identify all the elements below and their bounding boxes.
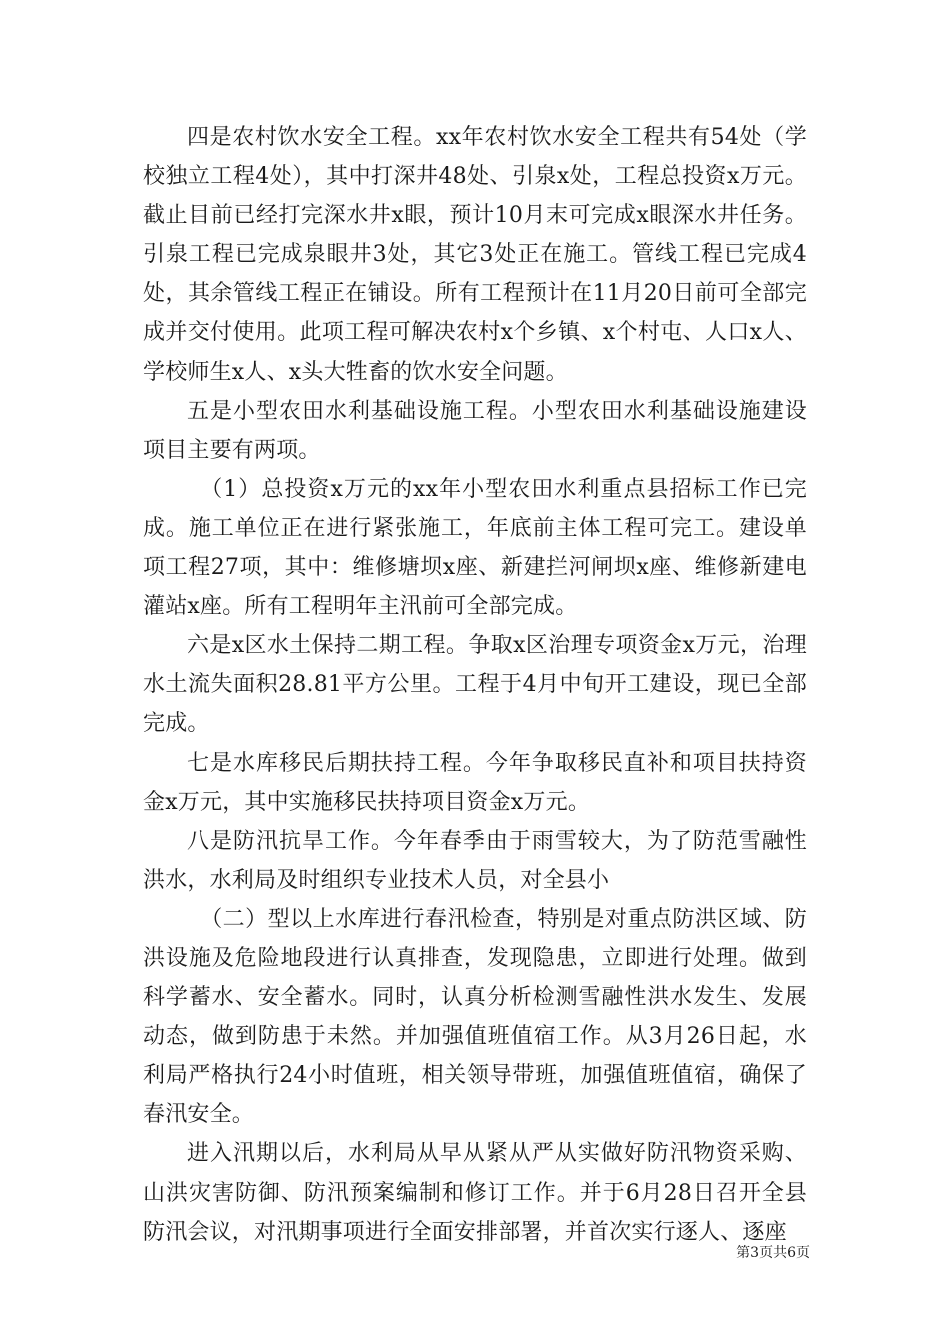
paragraph-reservoir-migration: 七是水库移民后期扶持工程。今年争取移民直补和项目扶持资金x万元，其中实施移民扶持项目资金x万元。 [143,750,807,815]
paragraph-spring-flood-check: （二）型以上水库进行春汛检查，特别是对重点防洪区域、防洪设施及危险地段进行认真排查，发现隐患，立即进行处理。做到科学蓄水、安全蓄水。同时，认真分析检测雪融性洪水发生、发展动态，做到防患于未然。并加强值班值宿工作。从3月26日起，水利局严格执行24小时值班，相关领导带班，加强值班值宿，确保了春汛安全。 [143,906,807,1128]
paragraph-soil-conservation: 六是x区水土保持二期工程。争取x区治理专项资金x万元，治理水土流失面积28.81平方公里。工程于4月中旬开工建设，现已全部完成。 [143,633,807,737]
paragraph-farmland-item-1: （1）总投资x万元的xx年小型农田水利重点县招标工作已完成。施工单位正在进行紧张施工，年底前主体工程可完工。建设单项工程27项，其中：维修塘坝x座、新建拦河闸坝x座、维修新建电灌站x座。所有工程明年主汛前可全部完成。 [143,476,807,620]
paragraph-flood-season: 进入汛期以后，水利局从早从紧从严从实做好防汛物资采购、山洪灾害防御、防汛预案编制和修订工作。并于6月28日召开全县防汛会议，对汛期事项进行全面安排部署，并首次实行逐人、逐座 [143,1141,807,1245]
document-body [143,118,807,1252]
paragraph-flood-control: 八是防汛抗旱工作。今年春季由于雨雪较大，为了防范雪融性洪水，水利局及时组织专业技术人员，对全县小 [143,828,807,893]
paragraph-rural-water: 四是农村饮水安全工程。xx年农村饮水安全工程共有54处（学校独立工程4处），其中打深井48处、引泉x处，工程总投资x万元。截止目前已经打完深水井x眼，预计10月末可完成x眼深水井任务。引泉工程已完成泉眼井3处，其它3处正在施工。管线工程已完成4处，其余管线工程正在铺设。所有工程预计在11月20日前可全部完成并交付使用。此项工程可解决农村x个乡镇、x个村屯、人口x人、学校师生x人、x头大牲畜的饮水安全问题。 [143,125,807,385]
page-number: 第3页共6页 [736,1245,810,1261]
paragraph-farmland-irrigation: 五是小型农田水利基础设施工程。小型农田水利基础设施建设项目主要有两项。 [143,398,807,463]
